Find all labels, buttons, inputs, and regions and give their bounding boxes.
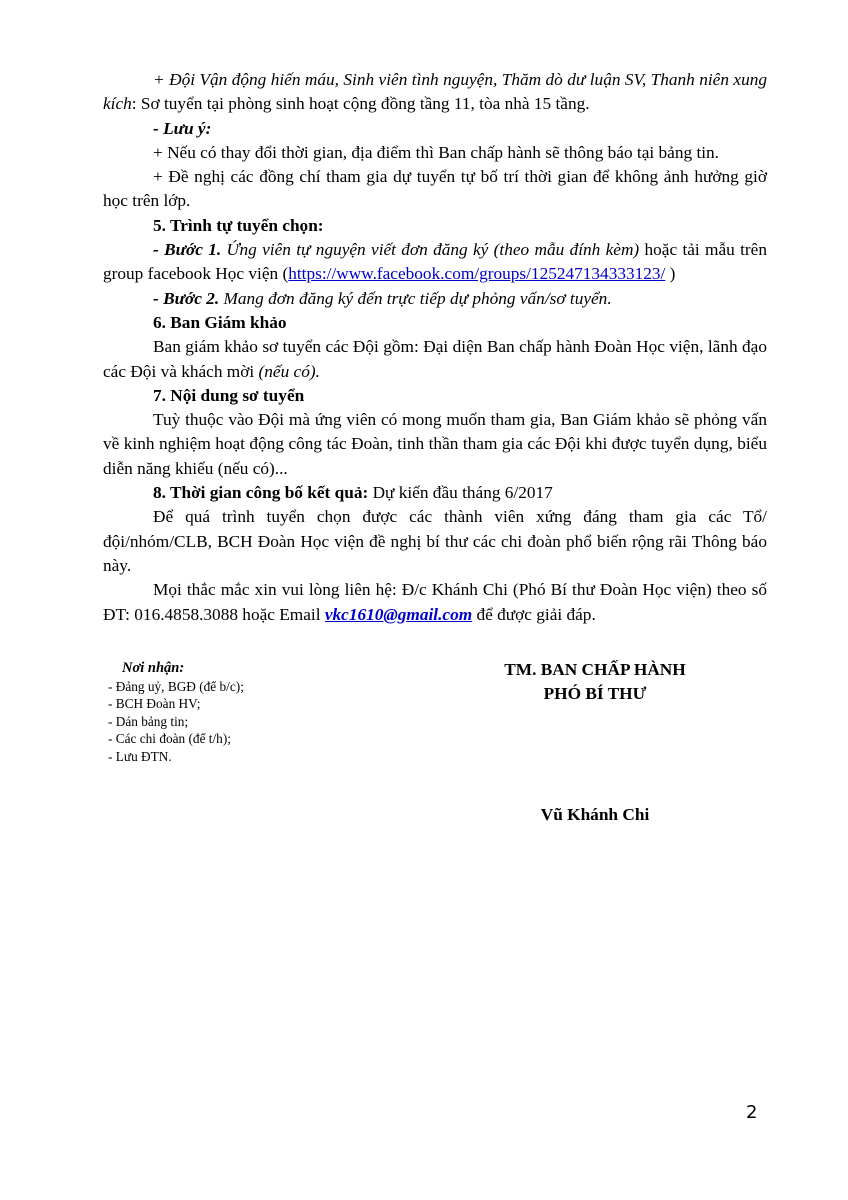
section-8-text: Dự kiến đầu tháng 6/2017: [368, 483, 553, 503]
section-6-text: [103, 335, 767, 384]
section-5-heading: 5. Trình tự tuyển chọn:: [153, 215, 324, 235]
step-1-text-b: tự nguyện viết đơn đăng ký (theo mẫu đính kèm): [296, 240, 640, 260]
contact-tail: để được giải đáp.: [472, 604, 596, 624]
note-item-1: + Nếu có thay đổi thời gian, địa điểm thì Ban chấp hành sẽ thông báo tại bảng tin.: [153, 142, 720, 162]
step-1-text-a: Ứng viên: [221, 240, 297, 260]
closing-paragraph-1: Để quá trình tuyển chọn được các thành viên xứng đáng tham gia các Tổ/đội/nhóm/CLB, BCH Đoàn Học viện đề nghị bí thư các chi đoàn phổ biến rộng rãi Thông báo này.: [103, 507, 767, 575]
step-2-text: Mang đơn đăng ký đến trực tiếp dự phỏng vấn/sơ tuyển.: [219, 288, 612, 308]
contact-email-link[interactable]: vkc1610@gmail.com: [324, 604, 473, 624]
section-7-heading: 7. Nội dung sơ tuyển: [153, 385, 305, 405]
recipients-list: [108, 678, 348, 766]
contact-text: Mọi thắc mắc xin vui lòng liên hệ: Đ/c Khánh Chi (Phó Bí thư Đoàn Học viện) theo số ĐT: 016.4858.3088 hoặc Email: [103, 580, 767, 624]
signature-position: PHÓ BÍ THƯ: [543, 684, 647, 703]
step-2: [103, 287, 767, 311]
recipient-item: - Đảng uỷ, BGĐ (để b/c);: [108, 678, 244, 694]
paragraph-teams-location: [103, 68, 767, 117]
section-8: [103, 481, 767, 505]
signer-name: Vũ Khánh Chi: [540, 805, 650, 824]
facebook-group-link[interactable]: https://www.facebook.com/groups/125247134333123/: [288, 264, 666, 284]
closing-paragraph-2: [103, 578, 767, 627]
signature-title: TM. BAN CHẤP HÀNH: [504, 660, 686, 679]
jury-note: (nếu có).: [258, 361, 320, 381]
page-number: 2: [746, 1102, 758, 1123]
note-item-2: + Đề nghị các đồng chí tham gia dự tuyển tự bố trí thời gian để không ảnh hưởng giờ học trên lớp.: [103, 167, 767, 211]
teams-list: + Đội Vận động hiến máu, Sinh viên tình nguyện, Thăm dò dư luận SV, Thanh niên xung kích: [103, 70, 767, 114]
recipients-block: [108, 660, 348, 765]
step-1-label: - Bước 1.: [153, 240, 222, 260]
recipient-item: - Dán bảng tin;: [108, 713, 189, 729]
section-6-heading: 6. Ban Giám khảo: [153, 312, 287, 332]
note-heading: - Lưu ý:: [153, 118, 212, 138]
section-7-text: Tuỳ thuộc vào Đội mà ứng viên có mong muốn tham gia, Ban Giám khảo sẽ phỏng vấn về kinh nghiệm hoạt động công tác Đoàn, tinh thần tham gia các Đội khi được tuyển dụng, biểu diễn năng khiếu (nếu có)...: [103, 410, 767, 478]
signature-block: [470, 658, 720, 706]
recipient-item: - BCH Đoàn HV;: [108, 696, 201, 711]
recipient-item: - Lưu ĐTN.: [108, 748, 172, 764]
recipients-heading: Nơi nhận:: [122, 660, 185, 676]
step-1-text-d: ): [665, 264, 676, 284]
document-body: [103, 68, 767, 627]
teams-location: : Sơ tuyển tại phòng sinh hoạt cộng đồng tầng 11, tòa nhà 15 tầng.: [131, 94, 590, 114]
jury-description: Ban giám khảo sơ tuyển các Đội gồm: Đại diện Ban chấp hành Đoàn Học viện, lãnh đạo các Đội và khách mời: [103, 337, 767, 381]
recipient-item: - Các chi đoàn (để t/h);: [108, 731, 231, 746]
step-1-text-c: hoặc tải mẫu trên group facebook Học viện (: [103, 240, 767, 284]
step-1: [103, 238, 767, 287]
section-8-heading: 8. Thời gian công bố kết quả:: [153, 483, 369, 503]
step-2-label: - Bước 2.: [153, 288, 220, 308]
